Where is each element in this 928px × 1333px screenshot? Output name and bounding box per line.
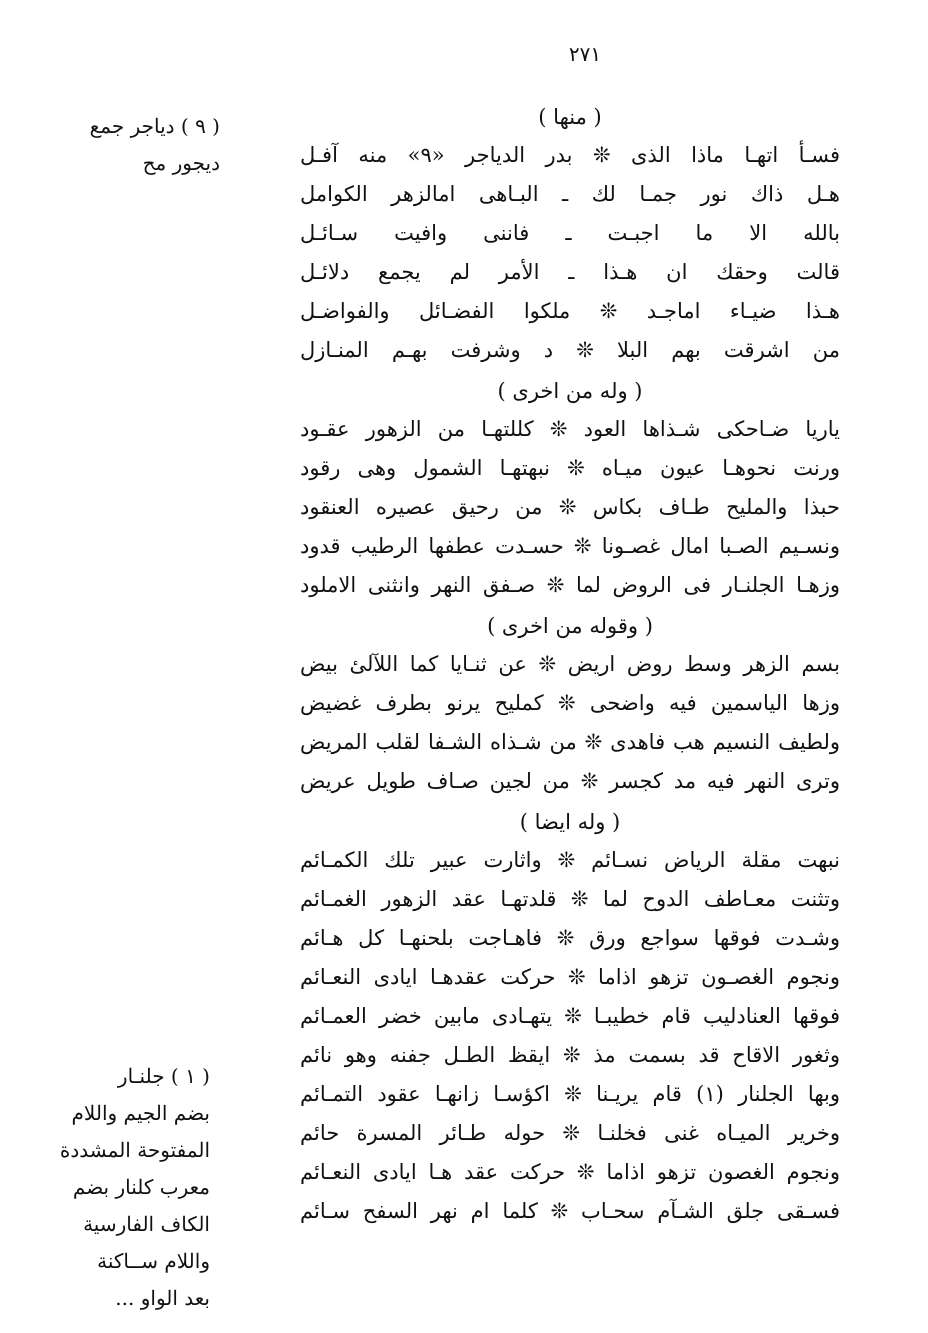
verse-line: ياريا ضـاحكى شـذاها العود ❊ كللتهـا من الزهور عقـود bbox=[300, 417, 840, 441]
verse-line: هـل ذاك نور جمـا لك ـ البـاهى امالزهر الكوامل bbox=[300, 182, 840, 206]
verse-line: حبذا والمليح طـاف بكاس ❊ من رحيق عصيره العنقود bbox=[300, 495, 840, 519]
footnote-line: واللام ســاكنة bbox=[97, 1249, 210, 1273]
verse-line: ورنت نحوهـا عيون ميـاه ❊ نبهتهـا الشمول وهى رقود bbox=[300, 456, 840, 480]
verse-line: ونجوم الغصـون تزهو اذاما ❊ حركت عقدهـا ايادى النعـائم bbox=[300, 965, 840, 989]
verse-line: وبها الجلنار (١) قام يريـنا ❊ اكؤسـا زانهـا عقود التمـائم bbox=[300, 1082, 840, 1106]
footnote-line: ( ١ ) جلنـار bbox=[117, 1064, 210, 1088]
verse-line: هـذا ضيـاء اماجـد ❊ ملكوا الفضـائل والفواضـل bbox=[300, 299, 840, 323]
verse-line: وخرير الميـاه غنى فخلنـا ❊ حوله طـائر المسرة حائم bbox=[300, 1121, 840, 1145]
verse-line: وتثنت معـاطف الدوح لما ❊ قلدتهـا عقد الزهور الغمـائم bbox=[300, 887, 840, 911]
verse-line: وثغور الاقاح قد بسمت مذ ❊ ايقظ الطـل جفنه وهو نائم bbox=[300, 1043, 840, 1067]
poem-column bbox=[300, 96, 840, 1231]
footnote-line: بعد الواو ... bbox=[115, 1286, 210, 1310]
footnote-line: ديجور مح bbox=[142, 151, 220, 175]
section-heading: ( منها ) bbox=[538, 105, 602, 129]
verse-line: بسم الزهر وسط روض اريض ❊ عن ثنـايا كما اللآلئ بيض bbox=[300, 652, 840, 676]
verse-line: فسـقى جلق الشـآم سحـاب ❊ كلما ام نهر السفح سـائم bbox=[300, 1199, 840, 1223]
verse-line: ولطيف النسيم هب فاهدى ❊ من شـذاه الشـفا لقلب المريض bbox=[300, 730, 840, 754]
section-heading: ( وله ايضا ) bbox=[519, 810, 621, 834]
verse-line: ونسـيم الصـبا امال غصـونا ❊ حسـدت عطفها الرطيب قدود bbox=[300, 534, 840, 558]
verse-line: فوقها العنادليب قام خطيبـا ❊ يتهـادى مابين خضر العمـائم bbox=[300, 1004, 840, 1028]
footnote-line: المفتوحة المشددة bbox=[60, 1138, 210, 1162]
verse-line: وترى النهر فيه مد كجسر ❊ من لجين صـاف طويل عريض bbox=[300, 769, 840, 793]
verse-line: وزهـا الجلنـار فى الروض لما ❊ صـفق النهر وانثنى الاملود bbox=[300, 573, 840, 597]
footnote-line: معرب كلنار بضم bbox=[72, 1175, 210, 1199]
verse-line: وشـدت فوقها سواجع ورق ❊ فاهـاجت بلحنهـا كل هـائم bbox=[300, 926, 840, 950]
verse-line: فسـأ اتهـا ماذا الذى ❊ بدر الدياجر «٩» منه آفـل bbox=[300, 143, 840, 167]
footnote-bottom-margin bbox=[60, 1058, 210, 1333]
verse-line: من اشرقت بهم البلا ❊ د وشرفت بهـم المنـازل bbox=[300, 338, 840, 362]
footnote-line: الكاف الفارسية bbox=[83, 1212, 210, 1236]
footnote-line: بضم الجيم واللام bbox=[71, 1101, 210, 1125]
section-heading: ( وله من اخرى ) bbox=[497, 379, 643, 403]
verse-line: قالت وحقك ان هـذا ـ الأمر لم يجمع دلائـل bbox=[300, 260, 840, 284]
verse-line: بالله الا ما اجبـت ـ فاننى وافيت سـائـل bbox=[300, 221, 840, 245]
page-number: ٢٧١ bbox=[568, 42, 602, 66]
footnote-top-margin bbox=[70, 108, 220, 182]
footnote-line: ( ٩ ) دياجر جمع bbox=[89, 114, 220, 138]
verse-line: ونجوم الغصون تزهو اذاما ❊ حركت عقد هـا ايادى النعـائم bbox=[300, 1160, 840, 1184]
verse-line: نبهت مقلة الرياض نسـائم ❊ واثارت عبير تلك الكمـائم bbox=[300, 848, 840, 872]
verse-line: وزها الياسمين فيه واضحى ❊ كمليح يرنو بطرف غضيض bbox=[300, 691, 840, 715]
section-heading: ( وقوله من اخرى ) bbox=[487, 614, 653, 638]
